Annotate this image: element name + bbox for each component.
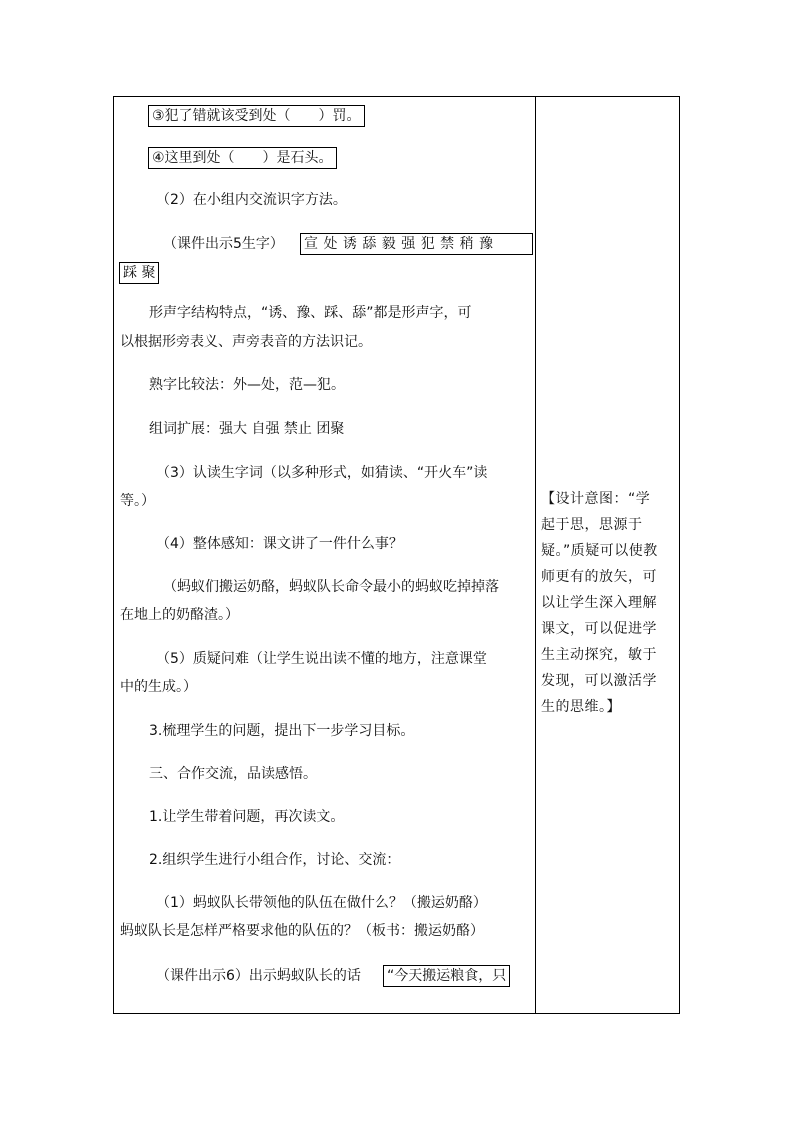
phonetic-structure-text: 形声字结构特点，“诱、豫、踩、舔”都是形声字，可	[149, 305, 472, 321]
story-summary: （蚂蚁们搬运奶酪，蚂蚁队长命令最小的蚂蚁吃掉掉落	[163, 579, 499, 595]
design-intent-line: 课文，可以促进学	[541, 621, 657, 637]
word-expansion: 组词扩展：强大 自强 禁止 团聚	[149, 421, 345, 437]
new-characters-box: 宣 处 诱 舔 毅 强 犯 禁 稍 豫	[300, 233, 533, 255]
organize-questions: 3.梳理学生的问题，提出下一步学习目标。	[149, 723, 415, 739]
step-4-text: （4）整体感知：课文讲了一件什么事？	[156, 536, 403, 552]
design-intent-line: 发现，可以激活学	[541, 673, 657, 689]
new-characters-box-cont: 踩 聚	[119, 262, 159, 284]
question-1: （1）蚂蚁队长带领他的队伍在做什么？（搬运奶酪）	[156, 895, 487, 911]
design-intent-line: 生主动探究，敏于	[541, 647, 657, 663]
question-1-cont: 蚂蚁队长是怎样严格要求他的队伍的？（板书：搬运奶酪）	[120, 923, 484, 939]
sentence-3-boxed: ③犯了错就该受到处（ ）罚。	[148, 105, 365, 127]
courseware-6-label: （课件出示6）出示蚂蚁队长的话	[156, 968, 361, 984]
design-intent-note	[541, 486, 677, 720]
group-discussion: 2.组织学生进行小组合作，讨论、交流：	[149, 852, 401, 868]
story-summary-cont: 在地上的奶酪渣。）	[120, 607, 239, 623]
design-intent-line: 生的思维。】	[541, 699, 621, 715]
design-intent-line: 以让学生深入理解	[541, 595, 657, 611]
sentence-4-boxed: ④这里到处（ ）是石头。	[148, 147, 337, 169]
design-intent-line: 师更有的放矢，可	[541, 569, 657, 585]
character-comparison: 熟字比较法：外—处，范—犯。	[149, 377, 345, 393]
step-3-text-cont: 等。）	[120, 493, 155, 509]
phonetic-structure-text-cont: 以根据形旁表义、声旁表音的方法识记。	[120, 334, 372, 350]
section-3-heading: 三、合作交流，品读感悟。	[149, 766, 317, 782]
step-5-text: （5）质疑问难（让学生说出读不懂的地方，注意课堂	[156, 651, 487, 667]
step-2-text: （2）在小组内交流识字方法。	[156, 192, 347, 208]
reread-text: 1.让学生带着问题，再次读文。	[149, 809, 345, 825]
column-divider	[535, 96, 536, 1014]
design-intent-line: 【设计意图：“学	[541, 491, 651, 507]
captain-quote-box: “今天搬运粮食，只	[383, 965, 510, 987]
design-intent-line: 起于思，思源于	[541, 517, 643, 533]
courseware-5-label: （课件出示5生字）	[163, 236, 284, 252]
design-intent-line: 疑。”质疑可以使教	[541, 543, 658, 559]
step-5-text-cont: 中的生成。）	[120, 679, 197, 695]
step-3-text: （3）认读生字词（以多种形式，如猜读、“开火车”读	[156, 465, 488, 481]
